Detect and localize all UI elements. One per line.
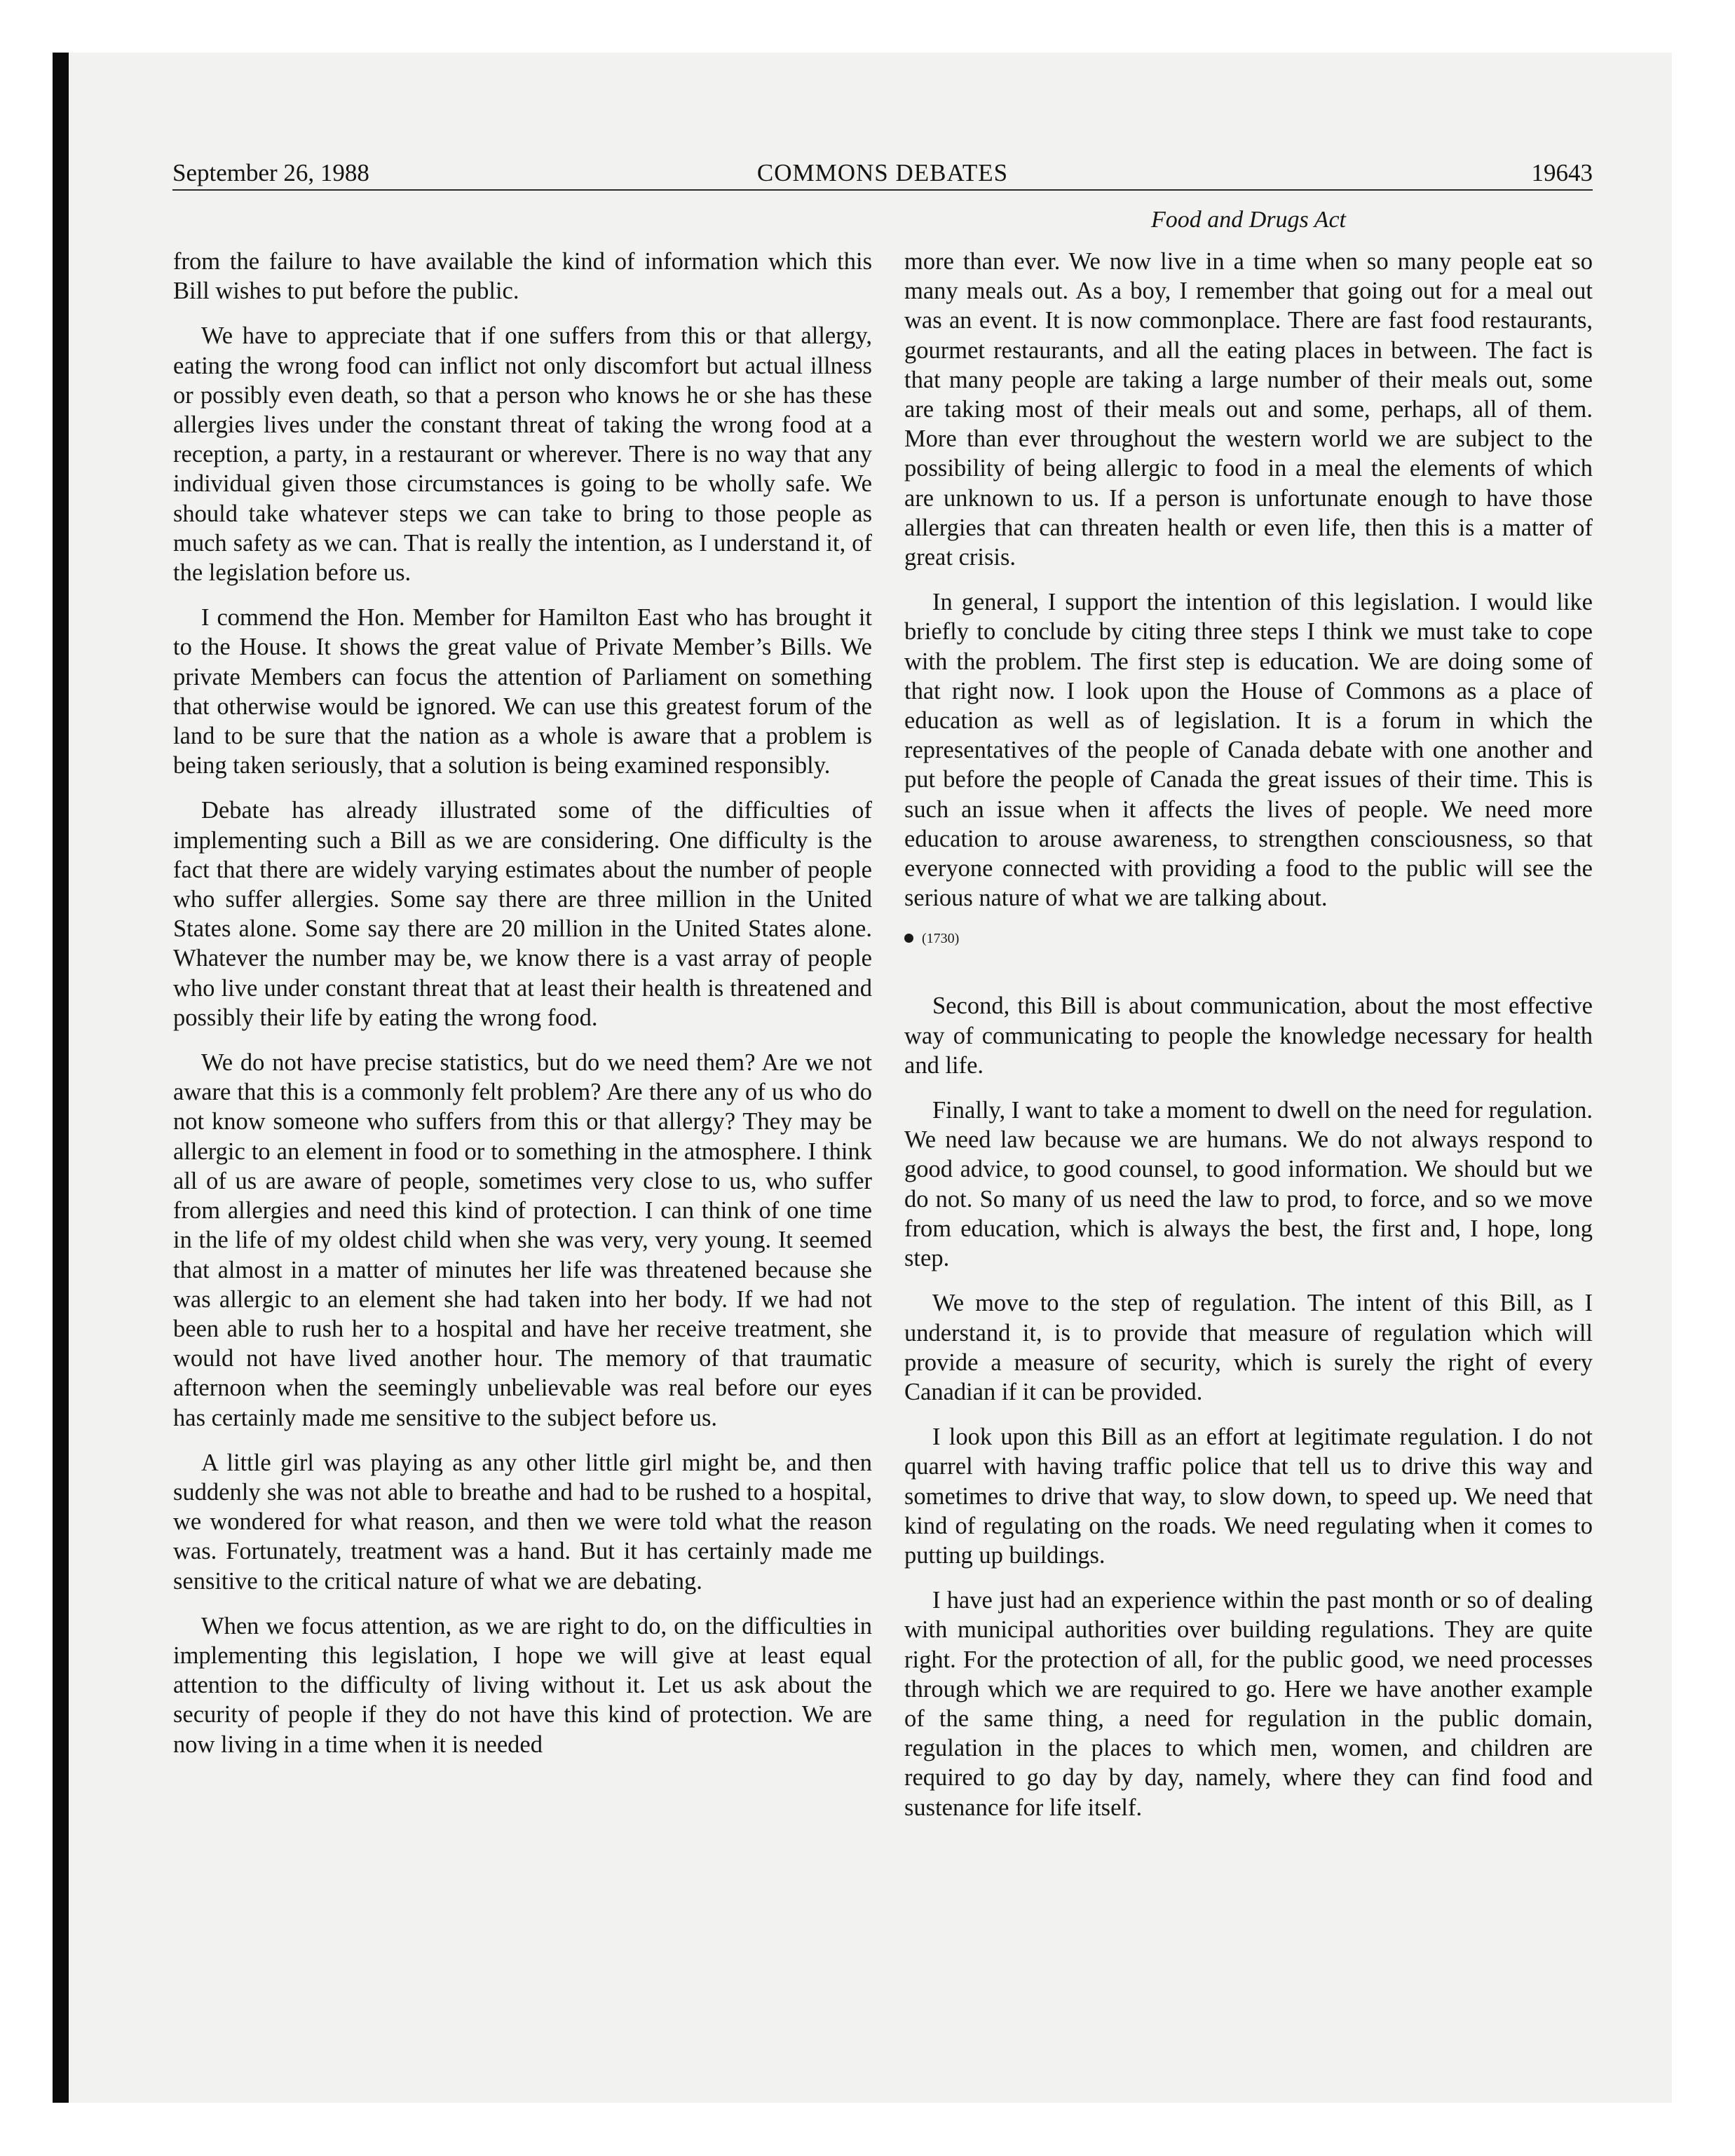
paragraph: from the failure to have available the kind of information which this Bill wishes to put before the public. xyxy=(173,248,872,305)
page-header xyxy=(172,157,1593,189)
paragraph: We do not have precise statistics, but do we need them? Are we not aware that this is a commonly felt problem? Are there any of us who do not know someone who suffers from this or that allergy? They may be allergic to an element in food or to something in the atmosphere. I think all of us are aware of people, sometimes very close to us, who suffer from allergies and need this kind of protection. I can think of one time in the life of my oldest child when she was very, very young. It seemed that almost in a matter of minutes her life was threatened because she was allergic to an element she had taken into her body. If we had not been able to rush her to a hospital and have her receive treatment, she would not have lived another hour. The memory of that traumatic afternoon when the seemingly unbelievable was real before our eyes has certainly made me sensitive to the subject before us. xyxy=(173,1049,872,1431)
left-column xyxy=(173,247,872,1759)
header-date: September 26, 1988 xyxy=(172,159,369,186)
paragraph: more than ever. We now live in a time when so many people eat so many meals out. As a boy, I remember that going out for a meal out was an event. It is now commonplace. There are fast food restaurants, gourmet restaurants, and all the eating places in between. The fact is that many people are taking a large number of their meals out, some are taking most of their meals out and some, perhaps, all of them. More than ever throughout the western world we are subject to the possibility of being allergic to food in a meal the elements of which are unknown to us. If a person is unfortunate enough to have those allergies that can threaten health or even life, then this is a matter of great crisis. xyxy=(904,248,1593,571)
paragraph: I commend the Hon. Member for Hamilton East who has brought it to the House. It shows the great value of Private Member’s Bills. We private Members can focus the attention of Parliament on something that otherwise would be ignored. We can use this greatest forum of the land to be sure that the nation as a whole is aware that a problem is being taken seriously, that a solution is being examined responsibly. xyxy=(173,604,872,779)
header-rule xyxy=(172,189,1593,191)
running-head: Food and Drugs Act xyxy=(1151,207,1346,233)
scan-binding-edge xyxy=(53,53,69,2103)
right-column xyxy=(904,247,1593,1822)
paragraph: I have just had an experience within the past month or so of dealing with municipal authorities over building regulations. They are quite right. For the protection of all, for the public good, we need processes through which we are required to go. Here we have another example of the same thing, a need for regulation in the public domain, regulation in the places to which men, women, and children are required to go day by day, namely, where they can find food and sustenance for life itself. xyxy=(904,1587,1593,1821)
paragraph: Second, this Bill is about communication, about the most effective way of communicating to people the knowledge necessary for health and life. xyxy=(904,992,1593,1079)
bullet-icon xyxy=(904,934,913,943)
paragraph: In general, I support the intention of this legislation. I would like briefly to conclude by citing three steps I think we must take to cope with the problem. The first step is education. We are doing some of that right now. I look upon the House of Commons as a place of education as well as of legislation. It is a forum in which the representatives of the people of Canada debate with one another and put before the people of Canada the great issues of their time. This is such an issue when it affects the lives of people. We need more education to arouse awareness, to strengthen consciousness, so that everyone connected with providing a food to the public will see the serious nature of what we are talking about. xyxy=(904,589,1593,912)
header-publication: COMMONS DEBATES xyxy=(756,159,1009,186)
paragraph: Finally, I want to take a moment to dwell on the need for regulation. We need law because we are humans. We do not always respond to good advice, to good counsel, to good information. We should but we do not. So many of us need the law to prod, to force, and so we move from education, which is always the best, the first and, I hope, long step. xyxy=(904,1097,1593,1272)
paragraph: Debate has already illustrated some of the difficulties of implementing such a Bill as we are considering. One difficulty is the fact that there are widely varying estimates about the number of people who suffer allergies. Some say there are three million in the United States alone. Some say there are 20 million in the United States alone. Whatever the number may be, we know there is a vast array of people who live under constant threat that at least their health is threatened and possibly their life by eating the wrong food. xyxy=(173,797,872,1031)
paragraph: When we focus attention, as we are right to do, on the difficulties in implementing this legislation, I hope we will give at least equal attention to the difficulty of living without it. Let us ask about the security of people if they do not have this kind of protection. We are now living in a time when it is needed xyxy=(173,1612,872,1758)
time-stamp-text: (1730) xyxy=(922,931,960,947)
paragraph: We have to appreciate that if one suffers from this or that allergy, eating the wrong food can inflict not only discomfort but actual illness or possibly even death, so that a person who knows he or she has these allergies lives under the constant threat of taking the wrong food at a reception, a party, in a restaurant or wherever. There is no way that any individual given those circumstances is going to be wholly safe. We should take whatever steps we can take to bring to those people as much safety as we can. That is really the intention, as I understand it, of the legislation before us. xyxy=(173,322,872,587)
paragraph: We move to the step of regulation. The intent of this Bill, as I understand it, is to provide that measure of regulation which will provide a measure of security, which is surely the right of every Canadian if it can be provided. xyxy=(904,1290,1593,1405)
paragraph: I look upon this Bill as an effort at legitimate regulation. I do not quarrel with having traffic police that tell us to drive this way and sometimes to drive that way, to slow down, to speed up. We need that kind of regulating on the roads. We need regulating when it comes to putting up buildings. xyxy=(904,1424,1593,1569)
time-stamp xyxy=(904,928,1593,949)
paragraph: A little girl was playing as any other little girl might be, and then suddenly she was not able to breathe and had to be rushed to a hospital, we wondered for what reason, and then we were told what the reason was. Fortunately, treatment was a hand. But it has certainly made me sensitive to the critical nature of what we are debating. xyxy=(173,1449,872,1595)
header-page-number: 19643 xyxy=(1531,159,1593,186)
